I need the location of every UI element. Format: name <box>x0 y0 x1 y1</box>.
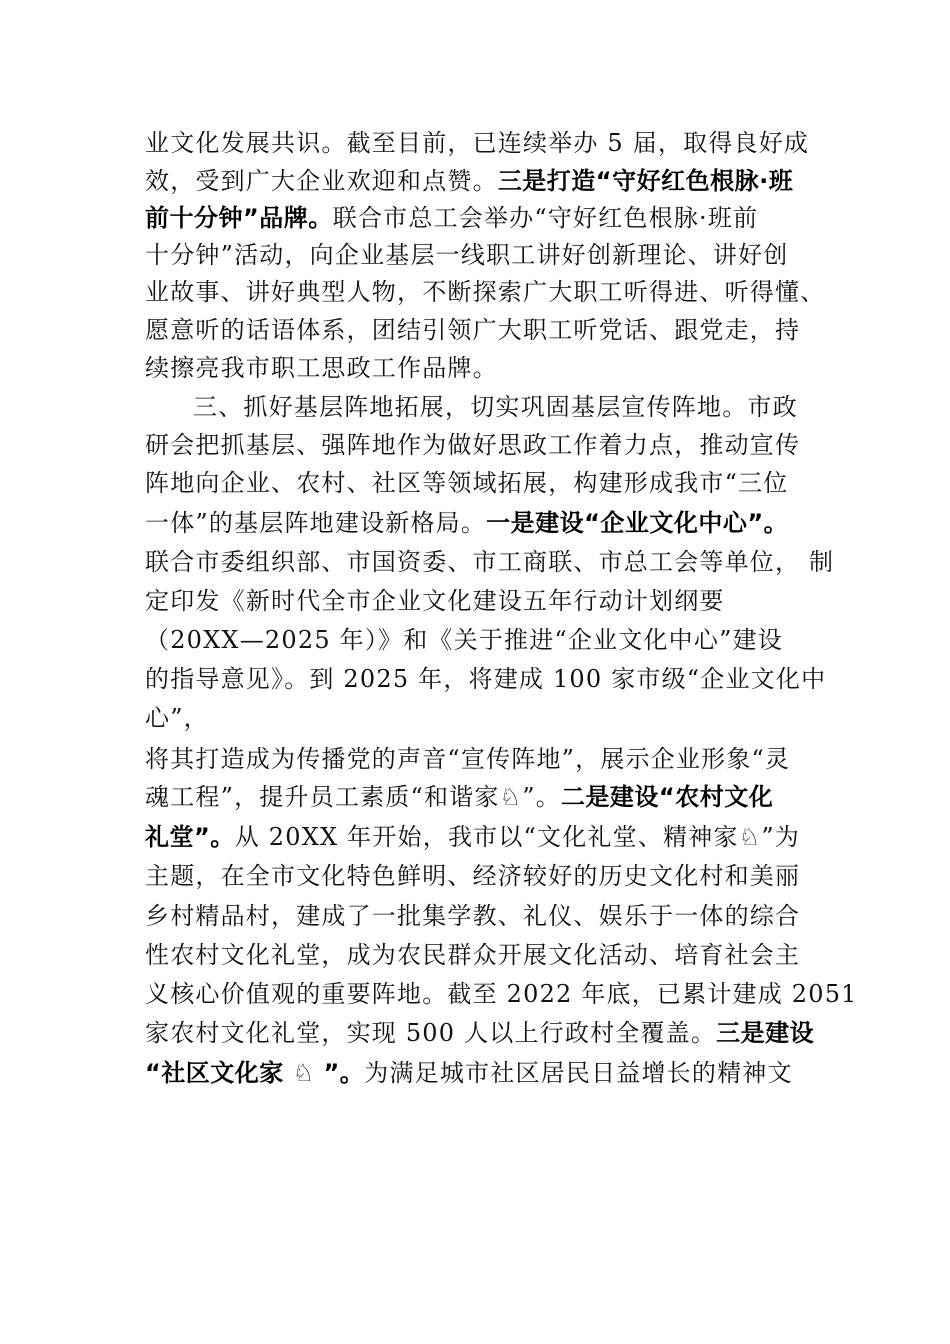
text-line <box>145 664 826 694</box>
body-text-run: 为满足城市社区居民日益增长的精神文 <box>364 1059 793 1087</box>
text-line <box>145 315 800 345</box>
text-line <box>145 166 793 196</box>
body-text-run: 续擦亮我市职工思政工作品牌。 <box>145 354 498 382</box>
text-line <box>145 240 788 270</box>
text-line <box>193 392 798 422</box>
body-text-run: 业文化发展共识。截至目前，已连续举办 5 届，取得良好成 <box>145 129 810 157</box>
body-text-run: 一体”的基层阵地建设新格局。 <box>145 509 487 537</box>
body-text-run: 定印发《新时代全市企业文化建设五年行动计划纲要 <box>145 587 725 615</box>
body-text-run: 阵地向企业、农村、社区等领域拓展，构建形成我市“三位 <box>145 469 789 497</box>
text-line <box>145 353 498 383</box>
body-text-run: 业故事、讲好典型人物，不断探索广大职工听得进、听得懂、 <box>145 278 826 306</box>
body-text-run: 从 20XX 年开始，我市以“文化礼堂、精神家♘”为 <box>234 823 801 851</box>
text-line <box>145 1058 793 1088</box>
text-line <box>145 861 800 891</box>
body-text-run: 家农村文化礼堂，实现 500 人以上行政村全覆盖。 <box>145 1019 717 1047</box>
text-line <box>145 203 758 233</box>
bold-heading-text: 前十分钟”品牌。 <box>145 204 333 232</box>
text-line <box>145 822 800 852</box>
body-text-run: 愿意听的话语体系，团结引领广大职工听党话、跟党走，持 <box>145 316 801 344</box>
body-text-run: 乡村精品村，建成了一批集学教、礼仪、娱乐于一体的综合 <box>145 902 801 930</box>
bold-heading-text: 三是打造“守好红色根脉·班 <box>497 167 794 195</box>
body-text-run: 魂工程”，提升员工素质“和谐家♘”。 <box>145 783 561 811</box>
body-text-run: 将其打造成为传播党的声音“宣传阵地”，展示企业形象“灵 <box>145 745 791 773</box>
text-line <box>145 468 788 498</box>
text-line <box>145 744 790 774</box>
bold-heading-text: 一是建设“企业文化中心”。 <box>486 509 789 537</box>
text-line <box>145 547 834 577</box>
body-text-run: 心”， <box>145 704 209 732</box>
bold-heading-text: 三是建设 <box>716 1019 815 1047</box>
text-line <box>145 979 858 1009</box>
text-line <box>145 508 788 538</box>
body-text-run: 主题，在全市文化特色鲜明、经济较好的历史文化村和美丽 <box>145 862 801 890</box>
body-text-run: 效，受到广大企业欢迎和点赞。 <box>145 167 498 195</box>
body-text-run: 的指导意见》。到 2025 年，将建成 100 家市级“企业文化中 <box>145 665 827 693</box>
text-line <box>145 901 800 931</box>
body-text-run: 十分钟”活动，向企业基层一线职工讲好创新理论、讲好创 <box>145 241 789 269</box>
body-text-run: 联合市总工会举办“守好红色根脉·班前 <box>332 204 759 232</box>
bold-heading-text: 二是建设“农村文化 <box>560 783 774 811</box>
body-text-run: 联合市委组织部、市国资委、市工商联、市总工会等单位， 制 <box>145 548 835 576</box>
text-line <box>145 625 783 655</box>
bold-heading-text: 礼堂”。 <box>145 823 235 851</box>
text-line <box>145 1018 814 1048</box>
body-text-run: 三、抓好基层阵地拓展，切实巩固基层宣传阵地。市政 <box>193 393 798 421</box>
text-line <box>145 703 209 733</box>
body-text-run: 性农村文化礼堂，成为农民群众开展文化活动、培育社会主 <box>145 941 801 969</box>
body-text-run: 义核心价值观的重要阵地。截至 2022 年底，已累计建成 2051 <box>145 980 858 1008</box>
body-text-run: （20XX—2025 年）》和《关于推进“企业文化中心”建设 <box>145 626 783 654</box>
bold-heading-text: “社区文化家 ♘ ”。 <box>145 1059 365 1087</box>
body-text-run: 研会把抓基层、强阵地作为做好思政工作着力点，推动宣传 <box>145 431 801 459</box>
text-line <box>145 430 800 460</box>
text-line <box>145 782 773 812</box>
text-line <box>145 940 800 970</box>
text-line <box>145 586 725 616</box>
text-line <box>145 277 825 307</box>
text-line <box>145 128 809 158</box>
